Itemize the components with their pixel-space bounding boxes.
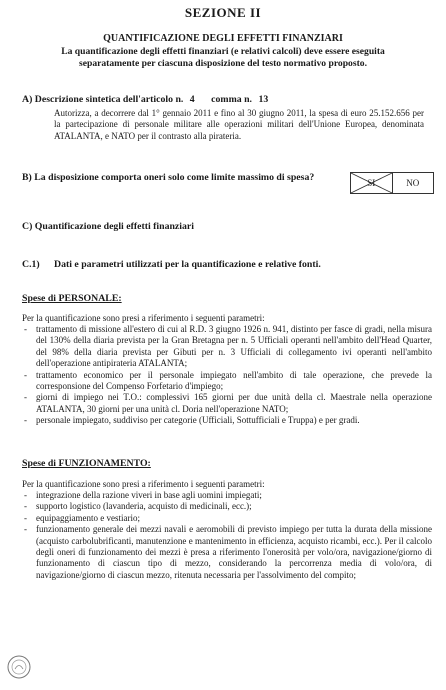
list-item: - supporto logistico (lavanderia, acquisto di medicinali, ecc.);	[22, 501, 432, 512]
list-item: - trattamento economico per il personale impiegato nell'ambito di tale operazione, che prevede la corresponsione del Compenso Forfetario d'impiego;	[22, 370, 432, 393]
article-number: 4	[189, 94, 195, 105]
section-title: SEZIONE II	[184, 5, 262, 20]
list-item: - funzionamento generale dei mezzi navali e aeromobili di previsto impiego per tutta la durata della missione (acquisto carbolubrificanti, manutenzione e mantenimento in efficienza, acquisto ricambi, ecc.). Per il calcolo degli oneri di funzionamento dei mezzi è presa a riferimento l'onerosità per volo/ora, navigazione/giorno di funzionamento di ciascun tipo di mezzo, considerando la percorrenza media di volo/ora, di navigazione/giorno di ciascun mezzo, ritenuta necessaria per l'assolvimento del compito;	[22, 524, 432, 581]
section-a-heading	[22, 94, 268, 105]
si-no-box	[350, 172, 434, 194]
section-b-question: B) La disposizione comporta oneri solo come limite massimo di spesa?	[22, 172, 315, 183]
official-stamp-icon	[6, 654, 32, 680]
quantification-subtitle: La quantificazione degli effetti finanziari (e relativi calcoli) deve essere eseguita separatamente per ciascuna disposizione del testo normativo proposto.	[61, 46, 385, 69]
funzionamento-heading: Spese di FUNZIONAMENTO:	[22, 458, 151, 469]
funzionamento-intro: Per la quantificazione sono presi a riferimento i seguenti parametri:	[22, 479, 265, 489]
list-item: - trattamento di missione all'estero di cui al R.D. 3 giugno 1926 n. 941, distinto per fasce di gradi, nella misura del 130% della diaria prevista per la Gran Bretagna per n. 5 Ufficiali operanti nell'ambito dell'Head Quarter, del 98% della diaria prevista per Gibuti per n. 3 Ufficiali di collegamento ivi operanti nell'ambito dell'operazione antipirateria ATALANTA;	[22, 324, 432, 370]
comma-number: 13	[258, 94, 269, 105]
option-si: SI	[367, 178, 376, 188]
option-no: NO	[406, 178, 420, 188]
funzionamento-list	[22, 490, 432, 581]
personale-intro: Per la quantificazione sono presi a riferimento i seguenti parametri:	[22, 313, 265, 323]
section-c-title: C) Quantificazione degli effetti finanziari	[22, 221, 194, 232]
option-si-cell	[351, 173, 392, 193]
list-item: - equipaggiamento e vestiario;	[22, 513, 432, 524]
comma-label: comma n.	[211, 94, 252, 105]
list-item: - personale impiegato, suddiviso per categorie (Ufficiali, Sottufficiali e Truppa) e per gradi.	[22, 415, 432, 426]
personale-heading: Spese di PERSONALE:	[22, 293, 122, 304]
quantification-title: QUANTIFICAZIONE DEGLI EFFETTI FINANZIARI	[103, 33, 343, 44]
personale-list	[22, 324, 432, 427]
section-c1-title: Dati e parametri utilizzati per la quantificazione e relative fonti.	[54, 259, 321, 270]
section-a-label: A) Descrizione sintetica dell'articolo n.	[22, 94, 184, 105]
section-c1-number: C.1)	[22, 259, 40, 270]
option-no-cell	[392, 173, 434, 193]
list-item: - integrazione della razione viveri in base agli uomini impiegati;	[22, 490, 432, 501]
section-c1-heading	[22, 259, 321, 270]
section-a-text: Autorizza, a decorrere dal 1° gennaio 2011 e fino al 30 giugno 2011, la spesa di euro 25.152.656 per la partecipazione di personale militare alle operazioni militari dell'Unione Europea, denominata ATALANTA, e NATO per il contrasto alla pirateria.	[54, 108, 424, 141]
list-item: - giorni di impiego nei T.O.: complessivi 165 giorni per due unità della cl. Maestrale nella operazione ATALANTA, 30 giorni per una unità cl. Doria nell'operazione NATO;	[22, 392, 432, 415]
